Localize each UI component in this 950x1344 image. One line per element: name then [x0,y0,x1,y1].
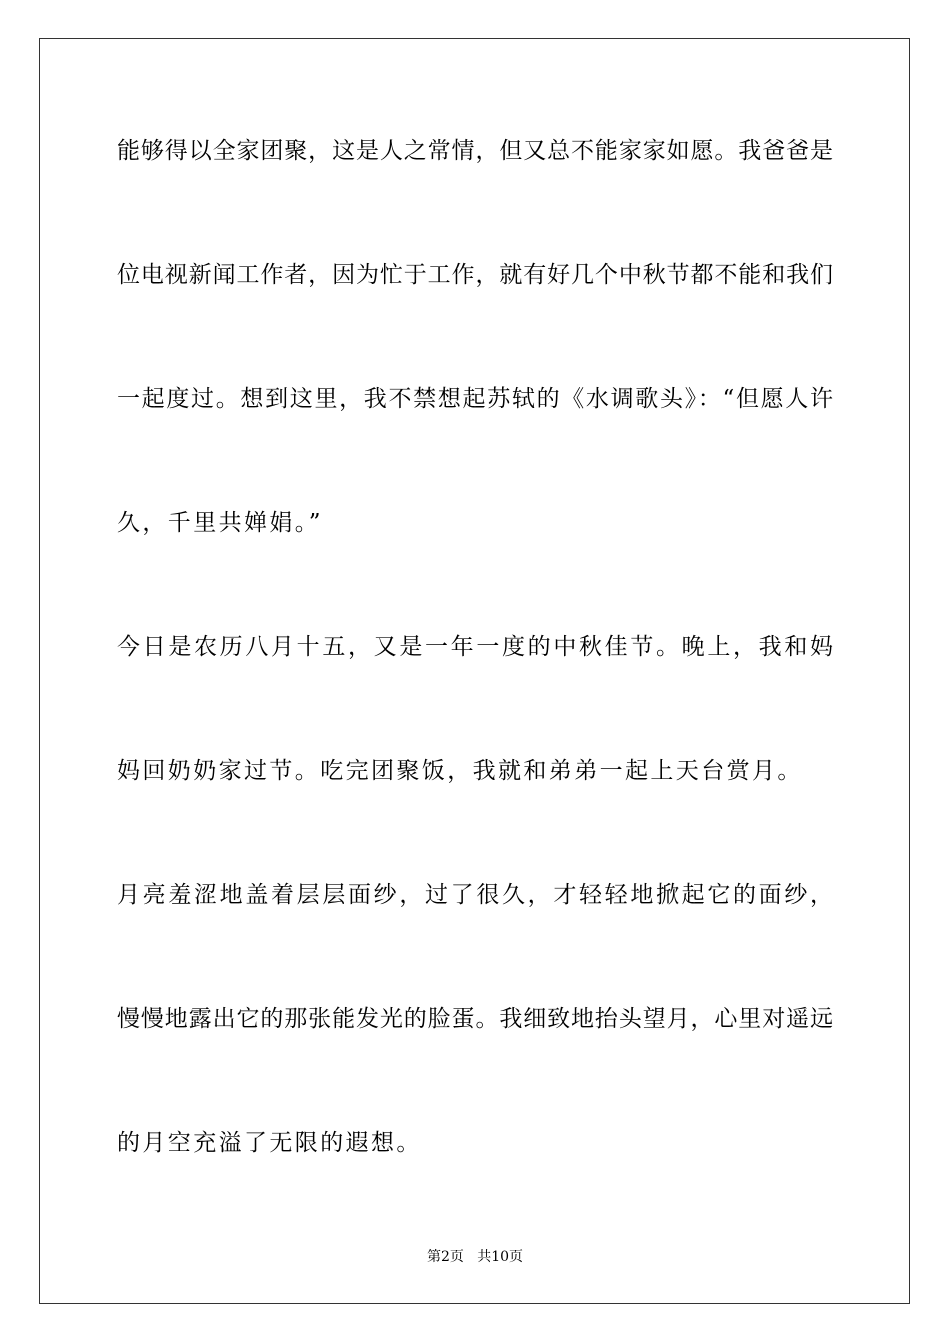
text-line: 妈回奶奶家过节。吃完团聚饭，我就和弟弟一起上天台赏月。 [117,758,803,784]
text-line: 今日是农历八月十五，又是一年一度的中秋佳节。晚上，我和妈 [117,634,833,660]
text-line: 久，千里共婵娟。” [117,510,323,536]
text-line: 位电视新闻工作者，因为忙于工作，就有好几个中秋节都不能和我们 [117,262,833,288]
text-line: 的月空充溢了无限的遐想。 [117,1130,422,1156]
page-frame [39,38,910,1304]
text-line: 一起度过。想到这里，我不禁想起苏轼的《水调歌头》：“但愿人许 [117,386,833,412]
text-line: 能够得以全家团聚，这是人之常情，但又总不能家家如愿。我爸爸是 [117,138,833,164]
text-line: 月亮羞涩地盖着层层面纱，过了很久，才轻轻地掀起它的面纱， [117,882,833,908]
page-number-footer: 第2页 共10页 [426,1249,524,1265]
text-line: 慢慢地露出它的那张能发光的脸蛋。我细致地抬头望月，心里对遥远 [117,1006,833,1032]
